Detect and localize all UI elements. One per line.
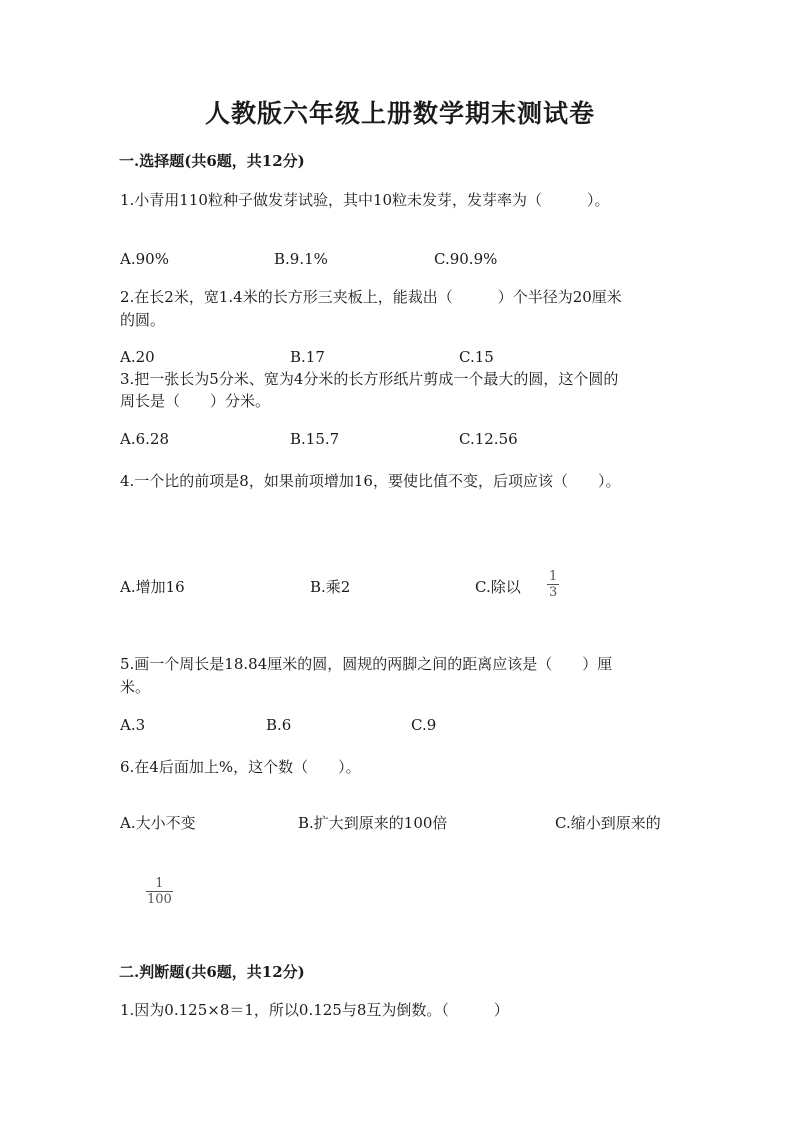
question-4-text: 4.一个比的前项是8，如果前项增加16，要使比值不变，后项应该（ ）。 — [120, 472, 621, 490]
q3-option-b: B.15.7 — [290, 430, 340, 448]
q4-fraction — [547, 570, 559, 599]
question-5-text-line2: 米。 — [120, 678, 151, 696]
question-2-text: 2.在长2米，宽1.4米的长方形三夹板上，能裁出（ ）个半径为20厘米 — [120, 288, 622, 306]
page-title: 人教版六年级上册数学期末测试卷 — [204, 99, 595, 128]
fraction-numerator: 1 — [155, 876, 164, 891]
question-3-text: 3.把一张长为5分米、宽为4分米的长方形纸片剪成一个最大的圆，这个圆的 — [120, 370, 619, 388]
q5-option-a: A.3 — [120, 716, 146, 734]
fraction-denominator: 100 — [147, 892, 172, 907]
q1-option-b: B.9.1% — [274, 250, 328, 268]
q6-option-b: B.扩大到原来的100倍 — [298, 814, 448, 832]
q2-option-b: B.17 — [290, 348, 325, 366]
section-heading-judgement: 二.判断题(共6题，共12分) — [119, 963, 305, 981]
q4-option-a: A.增加16 — [120, 578, 185, 596]
judgement-question-1-text: 1.因为0.125×8＝1，所以0.125与8互为倒数。（ ） — [120, 1001, 509, 1019]
question-6-text: 6.在4后面加上%，这个数（ ）。 — [120, 758, 361, 776]
q3-option-c: C.12.56 — [459, 430, 518, 448]
q1-option-a: A.90% — [120, 250, 169, 268]
fraction-denominator: 3 — [549, 585, 558, 600]
q6-option-c: C.缩小到原来的 — [555, 814, 661, 832]
q5-option-c: C.9 — [411, 716, 437, 734]
q4-option-b: B.乘2 — [310, 578, 351, 596]
q2-option-c: C.15 — [459, 348, 494, 366]
fraction-numerator: 1 — [549, 569, 558, 584]
question-2-text-line2: 的圆。 — [120, 311, 166, 329]
q1-option-c: C.90.9% — [434, 250, 498, 268]
q6-option-a: A.大小不变 — [120, 814, 196, 832]
q6-fraction — [146, 877, 173, 906]
question-5-text: 5.画一个周长是18.84厘米的圆，圆规的两脚之间的距离应该是（ ）厘 — [120, 655, 613, 673]
q3-option-a: A.6.28 — [120, 430, 169, 448]
q2-option-a: A.20 — [120, 348, 155, 366]
question-1-text: 1.小青用110粒种子做发芽试验，其中10粒未发芽，发芽率为（ ）。 — [120, 191, 610, 209]
q4-option-c: C.除以 — [475, 578, 521, 596]
q5-option-b: B.6 — [266, 716, 292, 734]
section-heading-choice: 一.选择题(共6题，共12分) — [119, 152, 305, 170]
question-3-text-line2: 周长是（ ）分米。 — [120, 392, 271, 410]
